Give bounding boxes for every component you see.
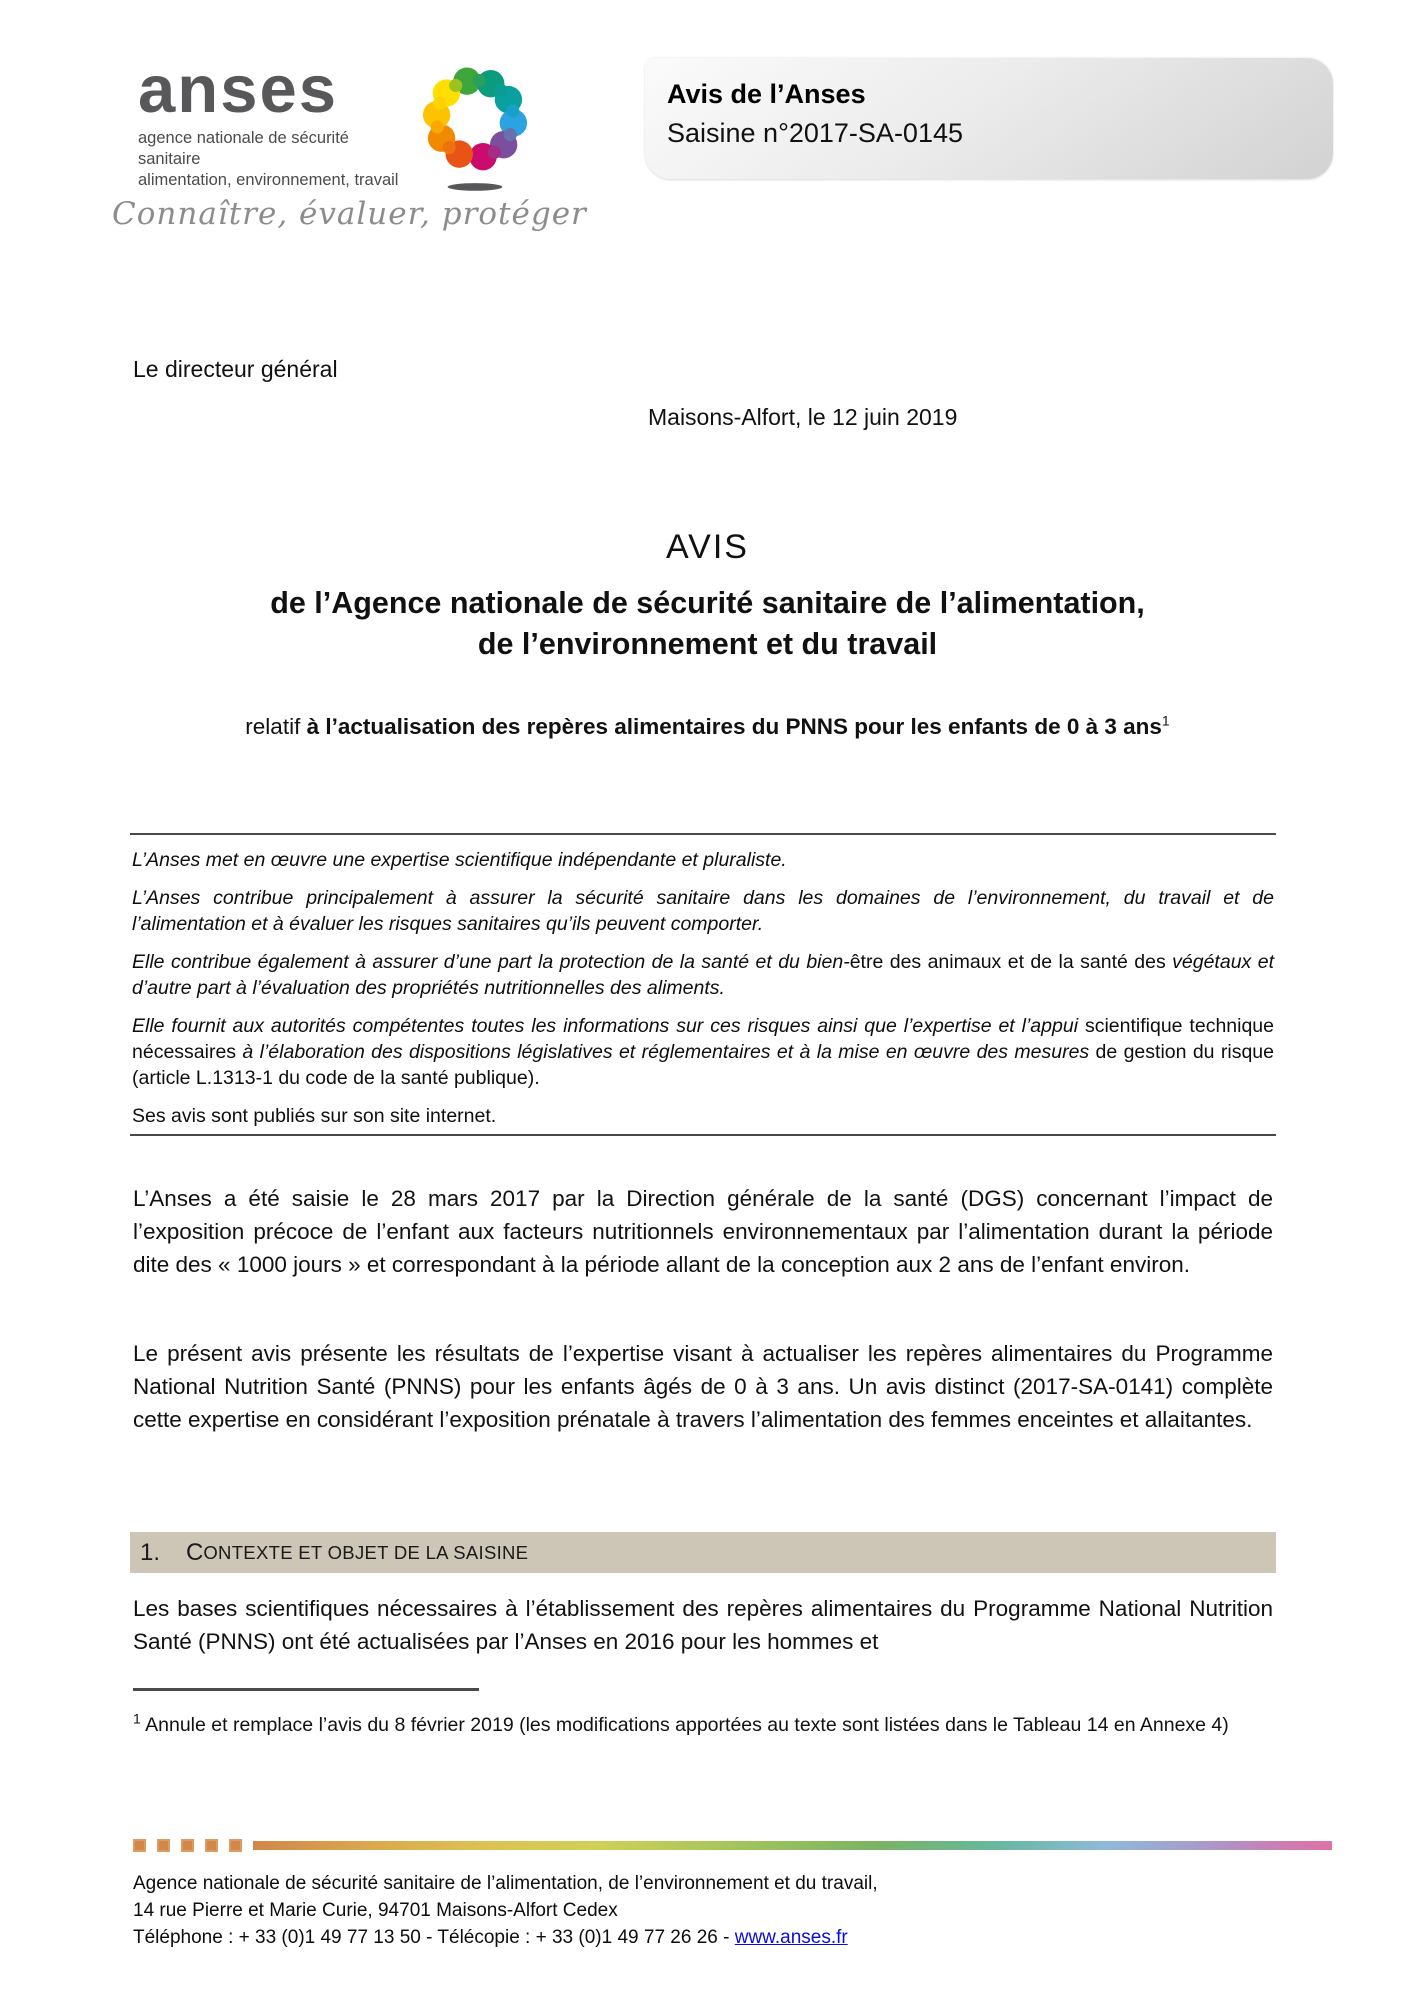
title-line-1: de l’Agence nationale de sécurité sanitaire de l’alimentation,: [270, 586, 1145, 620]
preamble-p4: [132, 1013, 1274, 1091]
footer-square-icon: [157, 1839, 170, 1852]
footer-square-icon: [133, 1839, 146, 1852]
avis-heading: AVIS: [666, 528, 749, 566]
avis-box-title: Avis de l’Anses: [667, 79, 866, 109]
footer-line-3: [133, 1924, 878, 1951]
footer-address: [133, 1870, 878, 1951]
body-paragraph-2: Le présent avis présente les résultats de l’expertise visant à actualiser les repères alimentaires du Programme National Nutrition Santé (PNNS) pour les enfants âgés de 0 à 3 ans. Un avis distinct (2017-SA-0141) complète cette expertise en considérant l’exposition prénatale à travers l’alimentation des femmes enceintes et allaitantes.: [133, 1341, 1273, 1432]
anses-ring-icon: [412, 58, 538, 192]
body-paragraph-1: L’Anses a été saisie le 28 mars 2017 par la Direction générale de la santé (DGS) concernant l’impact de l’exposition précoce de l’enfant aux facteurs nutritionnels environnementaux par l’alimentation durant la période dite des « 1000 jours » et correspondant à la période allant de la conception aux 2 ans de l’enfant environ.: [133, 1186, 1273, 1277]
document-subject: [0, 714, 1415, 740]
logo-tagline: Connaître, évaluer, protéger: [112, 196, 587, 232]
place-date: Maisons-Alfort, le 12 juin 2019: [648, 404, 958, 430]
subject-prefix: relatif: [245, 714, 307, 739]
footer-line-1: Agence nationale de sécurité sanitaire de l’alimentation, de l’environnement et du travail,: [133, 1873, 878, 1894]
preamble-p4-seg3: à l’élaboration des dispositions législatives et réglementaires et à la mise en œuvre des mesures: [242, 1041, 1096, 1063]
footnote-1: [133, 1712, 1273, 1739]
section-heading-1: [130, 1532, 1276, 1573]
preamble-p5: Ses avis sont publiés sur son site internet.: [132, 1105, 497, 1127]
preamble-p3-seg1: Elle contribue également à assurer d’une part la protection de la santé et du bien-: [132, 951, 850, 973]
section-number: 1.: [140, 1538, 161, 1566]
logo-wordmark: anses: [138, 52, 338, 127]
preamble-p4-seg4: de gestion du risque (article L.1313-1 du code de la santé publique).: [132, 1041, 1274, 1089]
section-label-initial: C: [186, 1538, 204, 1566]
logo-text: [138, 52, 406, 192]
preamble-p4-seg2: scientifique technique nécessaires: [132, 1015, 1275, 1063]
footer-square-icon: [229, 1839, 242, 1852]
subject-bold: à l’actualisation des repères alimentaires du PNNS pour les enfants de 0 à 3 ans: [306, 714, 1162, 739]
anses-website-link[interactable]: www.anses.fr: [734, 1927, 848, 1948]
footer-line-2: 14 rue Pierre et Marie Curie, 94701 Maisons-Alfort Cedex: [133, 1900, 618, 1921]
footer-phone-fax: Téléphone : + 33 (0)1 49 77 13 50 - Télécopie : + 33 (0)1 49 77 26 26 -: [133, 1927, 735, 1948]
footnote-separator: [133, 1688, 479, 1691]
footer-accent-bar: [133, 1839, 1332, 1852]
footer-square-icon: [181, 1839, 194, 1852]
reference-box: [645, 57, 1333, 179]
section-label: ONTEXTE ET OBJET DE LA SAISINE: [203, 1541, 529, 1563]
footnote-ref-1: 1: [1161, 712, 1170, 729]
footer-square-icon: [205, 1839, 218, 1852]
footer-gradient-bar: [253, 1841, 1332, 1850]
footnote-1-marker: 1: [133, 1710, 141, 1727]
sender-title: Le directeur général: [133, 356, 338, 382]
body-paragraph-3: Les bases scientifiques nécessaires à l’établissement des repères alimentaires du Programme National Nutrition Santé (PNNS) ont été actualisées par l’Anses en 2016 pour les hommes et: [133, 1596, 1273, 1654]
document-title: [0, 528, 1415, 665]
logo-subtitle-line2: alimentation, environnement, travail: [138, 170, 399, 189]
preamble-p3-seg3: végétaux et d’autre part à l’évaluation des propriétés nutritionnelles des aliments.: [132, 951, 1274, 999]
anses-logo: [138, 52, 538, 192]
preamble-p3: [132, 949, 1274, 1001]
preamble-p1: L’Anses met en œuvre une expertise scientifique indépendante et pluraliste.: [132, 849, 787, 871]
saisine-number: Saisine n°2017-SA-0145: [667, 118, 963, 148]
preamble-p2: L’Anses contribue principalement à assurer la sécurité sanitaire dans les domaines de l’environnement, du travail et de l’alimentation et à évaluer les risques sanitaires qu’ils peuvent comporter.: [132, 887, 1274, 935]
preamble-box: [130, 833, 1276, 1136]
preamble-p4-seg1: Elle fournit aux autorités compétentes toutes les informations sur ces risques ainsi que l’expertise et l’appui: [132, 1015, 1085, 1037]
logo-subtitle-line1: agence nationale de sécurité sanitaire: [138, 128, 349, 168]
footnote-1-text: Annule et remplace l’avis du 8 février 2019 (les modifications apportées au texte sont listées dans le Tableau 14 en Annexe 4): [140, 1714, 1229, 1736]
title-line-2: de l’environnement et du travail: [477, 627, 938, 661]
preamble-p3-seg2: être des animaux et de la santé des: [849, 951, 1166, 973]
